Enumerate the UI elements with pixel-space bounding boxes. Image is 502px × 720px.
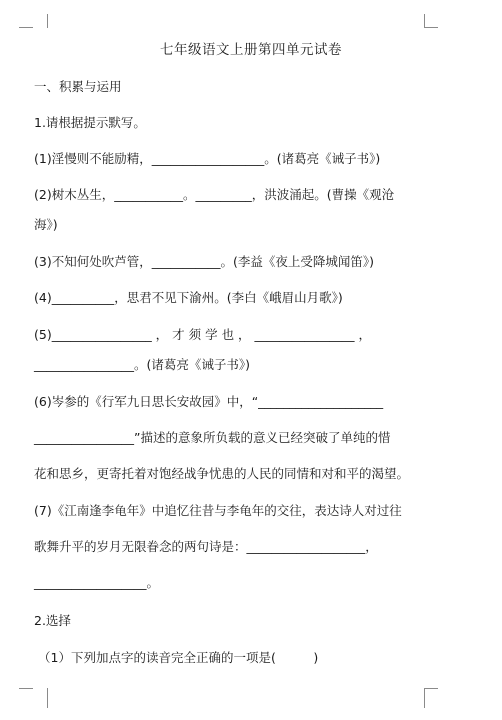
- crop-mark-top-left: [33, 14, 48, 28]
- question-2-item-1: （1）下列加点字的读音完全正确的一项是( ): [38, 650, 319, 665]
- question-1-item-7: (7)《江南逢李龟年》中追忆往昔与李龟年的交往，表达诗人对过往: [34, 503, 402, 518]
- section-heading: 一、积累与运用: [34, 79, 122, 94]
- crop-mark-bottom-right-h: [424, 688, 438, 689]
- crop-mark-top-right: [424, 14, 439, 28]
- crop-mark-bottom-left: [33, 688, 48, 708]
- question-1-item-5: (5)________________ ， 才 须 学 也 ， ________________ ，: [34, 327, 371, 342]
- question-1-item-6: (6)岑参的《行军九日思长安故园》中，“____________________: [34, 394, 384, 409]
- question-1-heading: 1.请根据提示默写。: [34, 115, 146, 130]
- question-1-item-6-cont: ________________”描述的意象所负载的意义已经突破了单纯的惜: [34, 430, 391, 445]
- question-1-item-3: (3)不知何处吹芦管，___________。(李益《夜上受降城闻笛》): [34, 254, 374, 269]
- question-1-item-2: (2)树木丛生，___________。_________，洪波涌起。(曹操《观沧: [34, 187, 395, 202]
- question-1-item-4: (4)__________，思君不见下渝州。(李白《峨眉山月歌》): [34, 290, 343, 305]
- question-2-heading: 2.选择: [34, 613, 71, 628]
- question-1-item-1: (1)淫慢则不能励精，__________________。(诸葛亮《诫子书》): [34, 151, 381, 166]
- question-1-item-5-cont: ________________。(诸葛亮《诫子书》): [34, 357, 251, 372]
- crop-mark-top-right-h: [424, 27, 438, 28]
- question-1-item-7-cont: 歌舞升平的岁月无限眷念的两句诗是：___________________，: [34, 539, 378, 554]
- question-1-item-7-cont2: __________________。: [34, 575, 160, 590]
- question-1-item-6-cont2: 花和思乡，更寄托着对饱经战争忧患的人民的同情和对和平的渴望。: [34, 466, 410, 481]
- question-1-item-2-cont: 海》): [34, 217, 58, 232]
- crop-mark-top-left-h: [19, 27, 33, 28]
- crop-mark-bottom-right: [424, 688, 439, 708]
- page-title: 七年级语文上册第四单元试卷: [160, 42, 342, 58]
- crop-mark-bottom-left-h: [19, 688, 33, 689]
